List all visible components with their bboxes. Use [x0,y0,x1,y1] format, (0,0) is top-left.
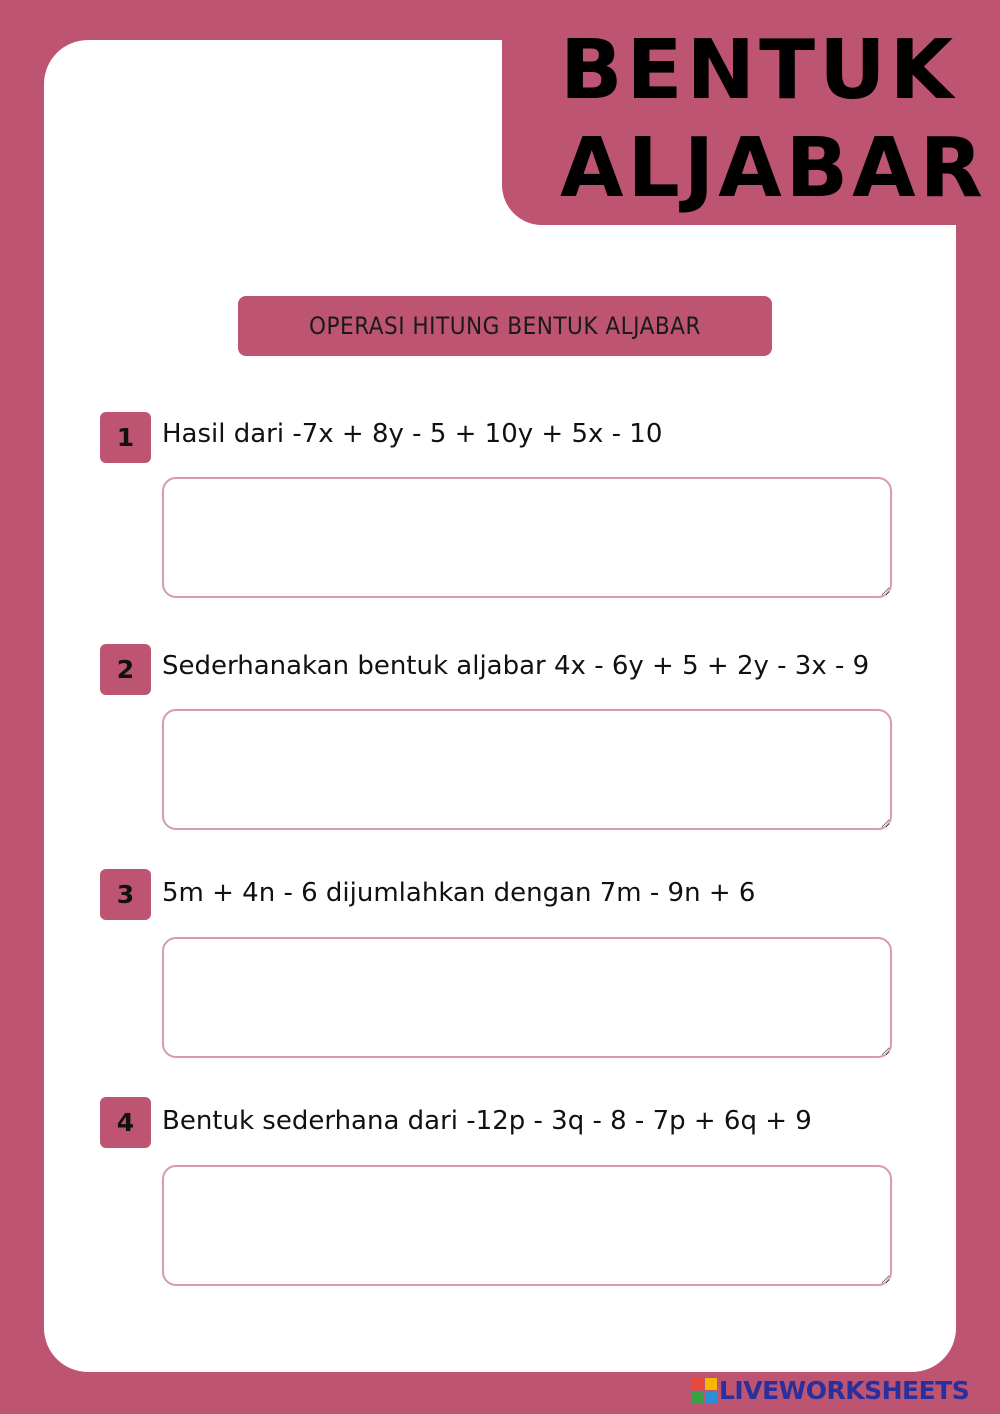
question-text: Hasil dari -7x + 8y - 5 + 10y + 5x - 10 [162,419,663,449]
liveworksheets-logo-icon [692,1378,717,1403]
question-text: Sederhanakan bentuk aljabar 4x - 6y + 5 + 2y - 3x - 9 [162,651,870,681]
answer-box-2[interactable] [162,709,892,830]
question-text: 5m + 4n - 6 dijumlahkan dengan 7m - 9n + 6 [162,878,756,908]
page-title [560,22,987,218]
title-line-1: BENTUK [560,23,958,118]
answer-box-1[interactable] [162,477,892,598]
liveworksheets-brand[interactable] [692,1374,969,1406]
answer-box-3[interactable] [162,937,892,1058]
section-subtitle: OPERASI HITUNG BENTUK ALJABAR [238,296,772,356]
title-line-2: ALJABAR [560,121,987,216]
question-number-badge: 1 [100,412,151,463]
question-text: Bentuk sederhana dari -12p - 3q - 8 - 7p + 6q + 9 [162,1106,812,1136]
answer-box-4[interactable] [162,1165,892,1286]
question-number-badge: 2 [100,644,151,695]
question-number-badge: 4 [100,1097,151,1148]
question-number-badge: 3 [100,869,151,920]
brand-name: LIVEWORKSHEETS [719,1375,970,1405]
